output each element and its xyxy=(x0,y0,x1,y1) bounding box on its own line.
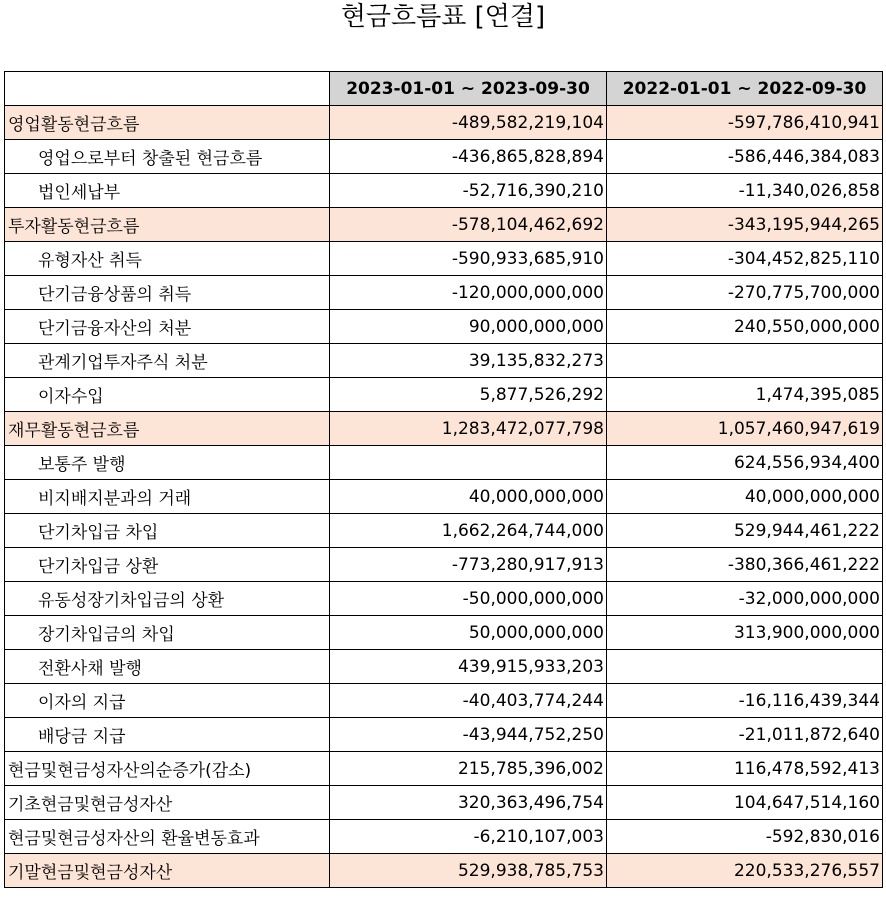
value-2023: -40,403,774,244 xyxy=(330,684,607,718)
table-row xyxy=(5,582,883,616)
table-row xyxy=(5,276,883,310)
table-row xyxy=(5,412,883,446)
value-2023 xyxy=(330,446,607,480)
row-label: 이자수입 xyxy=(5,378,330,412)
value-2023: 439,915,933,203 xyxy=(330,650,607,684)
table-row xyxy=(5,786,883,820)
value-2022: -21,011,872,640 xyxy=(607,718,883,752)
row-label: 단기차입금 차입 xyxy=(5,514,330,548)
table-row xyxy=(5,106,883,140)
row-label: 투자활동현금흐름 xyxy=(5,208,330,242)
value-2023: -578,104,462,692 xyxy=(330,208,607,242)
value-2022: -32,000,000,000 xyxy=(607,582,883,616)
row-label: 재무활동현금흐름 xyxy=(5,412,330,446)
value-2023: -773,280,917,913 xyxy=(330,548,607,582)
value-2022: 240,550,000,000 xyxy=(607,310,883,344)
header-row xyxy=(5,72,883,106)
value-2023: 50,000,000,000 xyxy=(330,616,607,650)
value-2022 xyxy=(607,650,883,684)
table-row xyxy=(5,514,883,548)
row-label: 관계기업투자주식 처분 xyxy=(5,344,330,378)
row-label: 보통주 발행 xyxy=(5,446,330,480)
table-row xyxy=(5,854,883,888)
value-2022: -270,775,700,000 xyxy=(607,276,883,310)
value-2022: -304,452,825,110 xyxy=(607,242,883,276)
value-2022 xyxy=(607,344,883,378)
row-label: 장기차입금의 차입 xyxy=(5,616,330,650)
value-2023: -489,582,219,104 xyxy=(330,106,607,140)
header-period-2022: 2022-01-01 ~ 2022-09-30 xyxy=(607,72,883,106)
table-row xyxy=(5,174,883,208)
value-2022: 313,900,000,000 xyxy=(607,616,883,650)
table-row xyxy=(5,310,883,344)
value-2022: -380,366,461,222 xyxy=(607,548,883,582)
table-row xyxy=(5,548,883,582)
value-2023: 529,938,785,753 xyxy=(330,854,607,888)
value-2023: -43,944,752,250 xyxy=(330,718,607,752)
row-label: 기초현금및현금성자산 xyxy=(5,786,330,820)
row-label: 유동성장기차입금의 상환 xyxy=(5,582,330,616)
row-label: 단기차입금 상환 xyxy=(5,548,330,582)
value-2022: 1,474,395,085 xyxy=(607,378,883,412)
value-2023: 1,662,264,744,000 xyxy=(330,514,607,548)
value-2022: -592,830,016 xyxy=(607,820,883,854)
value-2023: -50,000,000,000 xyxy=(330,582,607,616)
value-2022: 529,944,461,222 xyxy=(607,514,883,548)
row-label: 현금및현금성자산의 환율변동효과 xyxy=(5,820,330,854)
value-2022: -597,786,410,941 xyxy=(607,106,883,140)
table-row xyxy=(5,242,883,276)
table-row xyxy=(5,718,883,752)
row-label: 배당금 지급 xyxy=(5,718,330,752)
value-2022: 1,057,460,947,619 xyxy=(607,412,883,446)
value-2022: 116,478,592,413 xyxy=(607,752,883,786)
table-row xyxy=(5,480,883,514)
value-2022: -16,116,439,344 xyxy=(607,684,883,718)
table-row xyxy=(5,208,883,242)
table-row xyxy=(5,650,883,684)
row-label: 단기금융자산의 처분 xyxy=(5,310,330,344)
row-label: 영업활동현금흐름 xyxy=(5,106,330,140)
row-label: 전환사채 발행 xyxy=(5,650,330,684)
header-period-2023: 2023-01-01 ~ 2023-09-30 xyxy=(330,72,607,106)
value-2022: 220,533,276,557 xyxy=(607,854,883,888)
row-label: 기말현금및현금성자산 xyxy=(5,854,330,888)
value-2023: -590,933,685,910 xyxy=(330,242,607,276)
table-row xyxy=(5,752,883,786)
value-2023: 5,877,526,292 xyxy=(330,378,607,412)
table-row xyxy=(5,140,883,174)
row-label: 현금및현금성자산의순증가(감소) xyxy=(5,752,330,786)
value-2022: 40,000,000,000 xyxy=(607,480,883,514)
row-label: 유형자산 취득 xyxy=(5,242,330,276)
value-2022: 104,647,514,160 xyxy=(607,786,883,820)
value-2023: 90,000,000,000 xyxy=(330,310,607,344)
value-2023: -436,865,828,894 xyxy=(330,140,607,174)
value-2023: 215,785,396,002 xyxy=(330,752,607,786)
page-title: 현금흐름표 [연결] xyxy=(340,2,546,32)
value-2023: 1,283,472,077,798 xyxy=(330,412,607,446)
header-blank-cell xyxy=(5,72,330,106)
value-2023: -6,210,107,003 xyxy=(330,820,607,854)
value-2023: 320,363,496,754 xyxy=(330,786,607,820)
row-label: 단기금융상품의 취득 xyxy=(5,276,330,310)
table-row xyxy=(5,820,883,854)
cash-flow-table xyxy=(4,71,883,888)
row-label: 비지배지분과의 거래 xyxy=(5,480,330,514)
value-2023: -52,716,390,210 xyxy=(330,174,607,208)
row-label: 영업으로부터 창출된 현금흐름 xyxy=(5,140,330,174)
value-2023: 39,135,832,273 xyxy=(330,344,607,378)
row-label: 법인세납부 xyxy=(5,174,330,208)
table-row xyxy=(5,378,883,412)
table-row xyxy=(5,446,883,480)
table-row xyxy=(5,684,883,718)
value-2023: 40,000,000,000 xyxy=(330,480,607,514)
table-row xyxy=(5,344,883,378)
value-2022: 624,556,934,400 xyxy=(607,446,883,480)
row-label: 이자의 지급 xyxy=(5,684,330,718)
value-2022: -343,195,944,265 xyxy=(607,208,883,242)
value-2023: -120,000,000,000 xyxy=(330,276,607,310)
value-2022: -11,340,026,858 xyxy=(607,174,883,208)
table-row xyxy=(5,616,883,650)
value-2022: -586,446,384,083 xyxy=(607,140,883,174)
